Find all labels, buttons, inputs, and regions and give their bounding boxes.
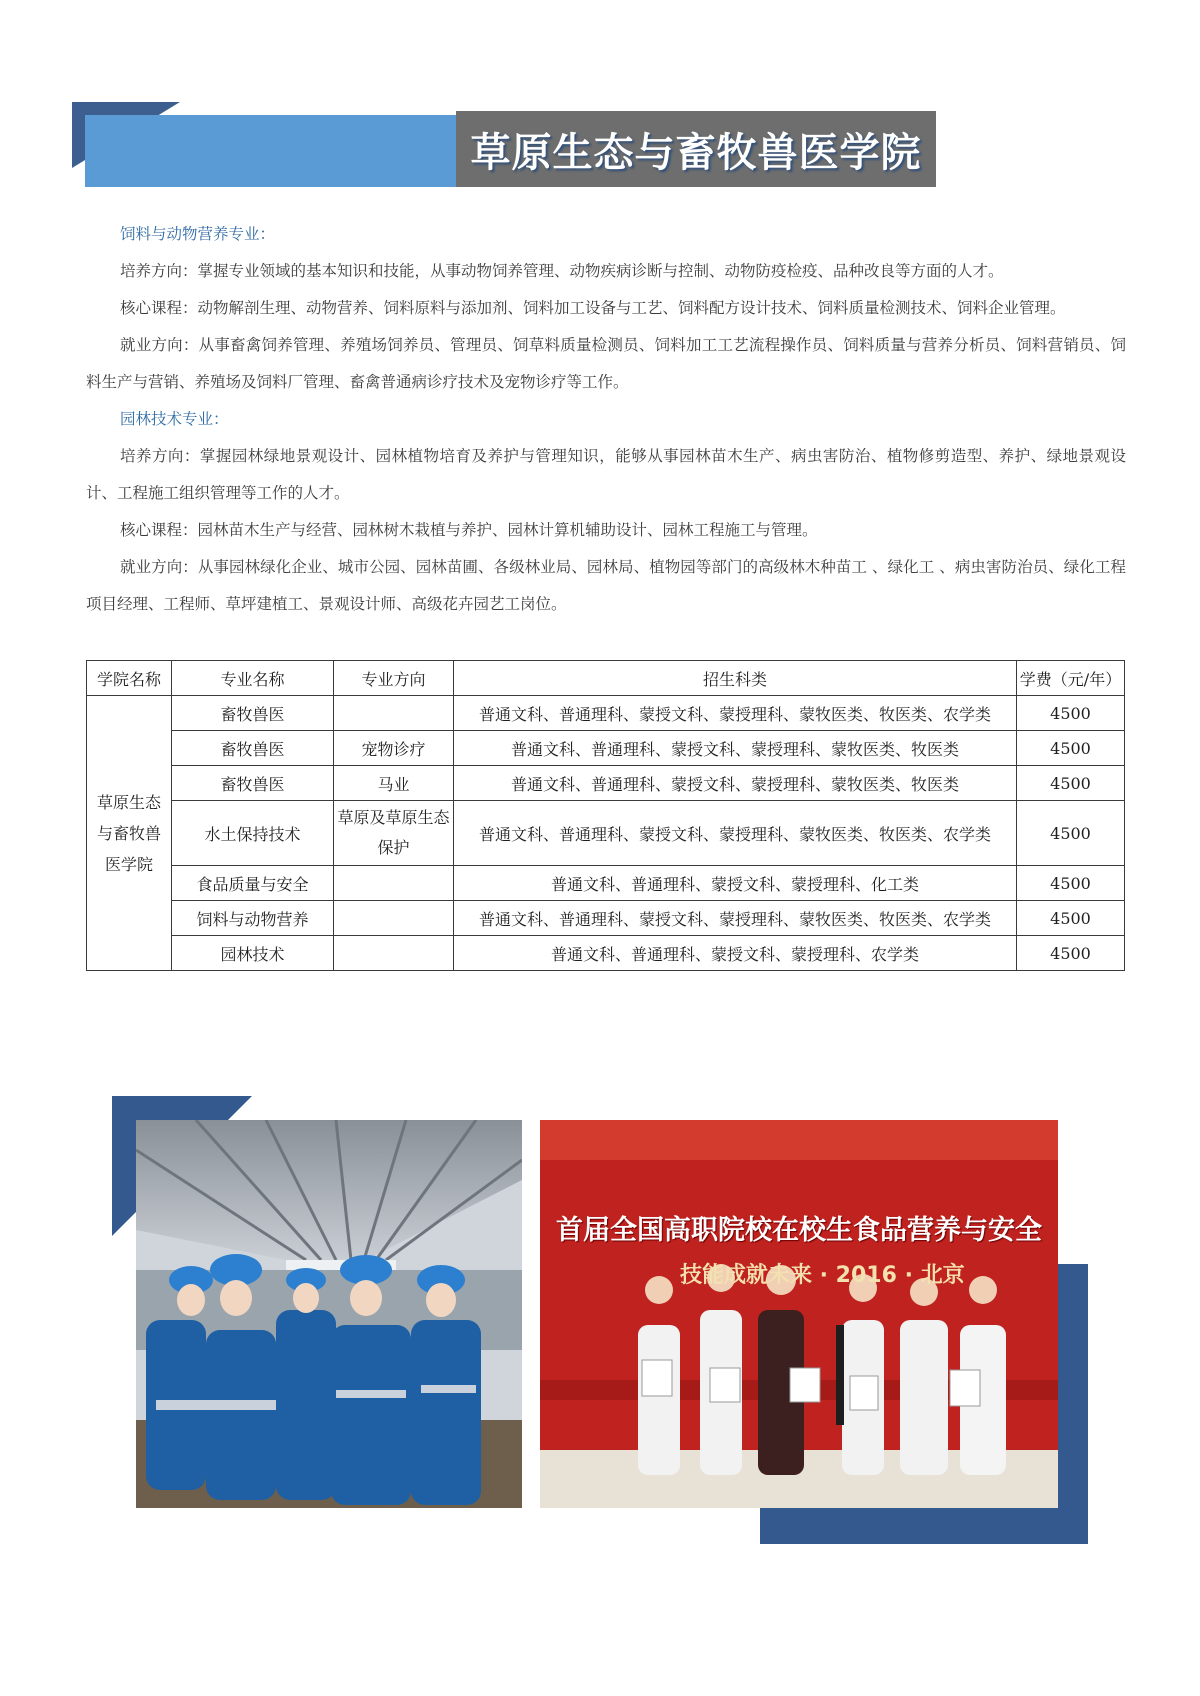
header-categories: 招生科类	[454, 661, 1017, 696]
direction-cell: 宠物诊疗	[334, 731, 454, 766]
fee-cell: 4500	[1017, 936, 1125, 971]
major-cell: 畜牧兽医	[172, 766, 334, 801]
garden-training: 培养方向：掌握园林绿地景观设计、园林植物培育及养护与管理知识，能够从事园林苗木生产、病虫害防治、植物修剪造型、养护、绿地景观设计、工程施工组织管理等工作的人才。	[86, 447, 1126, 502]
table-header-row	[87, 661, 1125, 696]
categories-cell: 普通文科、普通理科、蒙授文科、蒙授理科、农学类	[454, 936, 1017, 971]
banner-line1: 首届全国高职院校在校生食品营养与安全	[556, 1215, 1042, 1246]
feed-training: 培养方向：掌握专业领域的基本知识和技能，从事动物饲养管理、动物疾病诊断与控制、动物防疫检疫、品种改良等方面的人才。	[120, 262, 1004, 280]
categories-cell: 普通文科、普通理科、蒙授文科、蒙授理科、蒙牧医类、牧医类、农学类	[454, 696, 1017, 731]
header-major: 专业名称	[172, 661, 334, 696]
intro-text	[86, 216, 1126, 623]
direction-cell	[334, 866, 454, 901]
award-photo	[540, 1120, 1058, 1508]
table-row	[87, 801, 1125, 866]
barn-photo	[136, 1120, 522, 1508]
garden-heading: 园林技术专业：	[120, 410, 229, 428]
page-title: 草原生态与畜牧兽医学院	[470, 129, 922, 176]
fee-cell: 4500	[1017, 731, 1125, 766]
header-fee: 学费（元/年）	[1017, 661, 1125, 696]
direction-cell: 草原及草原生态保护	[334, 801, 454, 866]
categories-cell: 普通文科、普通理科、蒙授文科、蒙授理科、蒙牧医类、牧医类	[454, 766, 1017, 801]
header-light-bar	[85, 115, 463, 187]
header-direction: 专业方向	[334, 661, 454, 696]
fee-cell: 4500	[1017, 801, 1125, 866]
barn-photo-illustration	[136, 1120, 522, 1508]
categories-cell: 普通文科、普通理科、蒙授文科、蒙授理科、蒙牧医类、牧医类、农学类	[454, 901, 1017, 936]
major-cell: 园林技术	[172, 936, 334, 971]
direction-cell: 马业	[334, 766, 454, 801]
feed-jobs: 就业方向：从事畜禽饲养管理、养殖场饲养员、管理员、饲草料质量检测员、饲料加工工艺流程操作员、饲料质量与营养分析员、饲料营销员、饲料生产与营销、养殖场及饲料厂管理、畜禽普通病诊疗技术及宠物诊疗等工作。	[86, 336, 1126, 391]
feed-courses: 核心课程：动物解剖生理、动物营养、饲料原料与添加剂、饲料加工设备与工艺、饲料配方设计技术、饲料质量检测技术、饲料企业管理。	[120, 299, 1066, 317]
categories-cell: 普通文科、普通理科、蒙授文科、蒙授理科、化工类	[454, 866, 1017, 901]
fee-cell: 4500	[1017, 866, 1125, 901]
fee-cell: 4500	[1017, 696, 1125, 731]
fee-cell: 4500	[1017, 901, 1125, 936]
header-college: 学院名称	[87, 661, 172, 696]
table-row	[87, 766, 1125, 801]
award-photo-illustration	[540, 1120, 1058, 1508]
table-row	[87, 731, 1125, 766]
direction-cell	[334, 936, 454, 971]
header-title-box	[456, 111, 936, 187]
table-row	[87, 866, 1125, 901]
feed-heading: 饲料与动物营养专业：	[120, 225, 276, 243]
major-cell: 畜牧兽医	[172, 696, 334, 731]
table-row	[87, 936, 1125, 971]
table-row	[87, 901, 1125, 936]
major-cell: 畜牧兽医	[172, 731, 334, 766]
categories-cell: 普通文科、普通理科、蒙授文科、蒙授理科、蒙牧医类、牧医类	[454, 731, 1017, 766]
fee-cell: 4500	[1017, 766, 1125, 801]
college-name-cell: 草原生态与畜牧兽医学院	[87, 696, 172, 971]
major-cell: 食品质量与安全	[172, 866, 334, 901]
direction-cell	[334, 901, 454, 936]
banner-line2: 技能成就未来 · 2016 · 北京	[680, 1263, 965, 1288]
garden-jobs: 就业方向：从事园林绿化企业、城市公园、园林苗圃、各级林业局、园林局、植物园等部门的高级林木种苗工 、绿化工 、病虫害防治员、绿化工程项目经理、工程师、草坪建植工、景观设计师、高级花卉园艺工岗位。	[86, 558, 1126, 613]
direction-cell	[334, 696, 454, 731]
major-cell: 饲料与动物营养	[172, 901, 334, 936]
table-row	[87, 696, 1125, 731]
enrollment-table	[86, 660, 1125, 971]
garden-courses: 核心课程：园林苗木生产与经营、园林树木栽植与养护、园林计算机辅助设计、园林工程施工与管理。	[120, 521, 818, 539]
major-cell: 水土保持技术	[172, 801, 334, 866]
categories-cell: 普通文科、普通理科、蒙授文科、蒙授理科、蒙牧医类、牧医类、农学类	[454, 801, 1017, 866]
